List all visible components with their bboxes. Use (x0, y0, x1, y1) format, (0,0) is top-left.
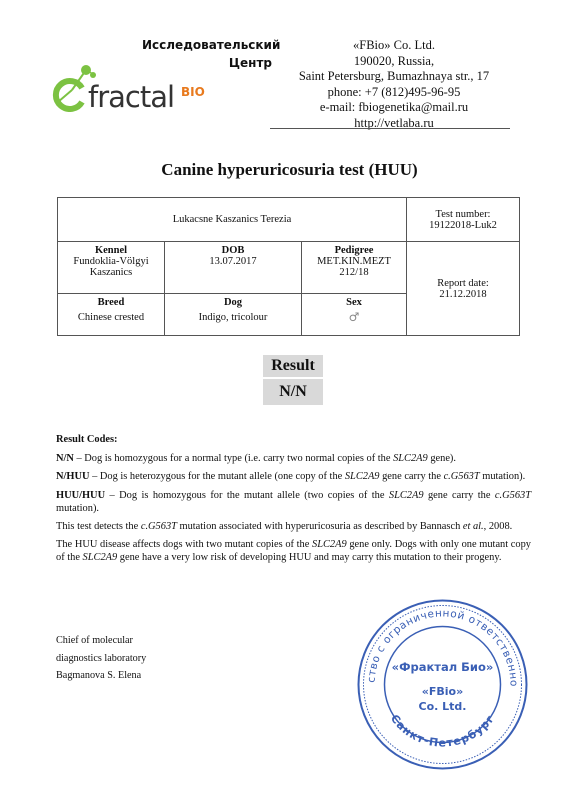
kennel-cell (58, 242, 165, 294)
report-date-label: Report date: (437, 277, 489, 289)
sex-cell (302, 294, 407, 336)
stamp-center-line1: «Фрактал Био» (391, 660, 494, 674)
signature-title-line1: Chief of molecular (56, 635, 133, 646)
result-box (263, 355, 323, 405)
address-line: «FBio» Co. Ltd. (353, 38, 435, 52)
org-name-ru-line1: Исследовательский (142, 38, 281, 52)
company-stamp (355, 597, 530, 777)
header-divider (270, 128, 510, 129)
test-number-cell (407, 198, 520, 242)
dob-label: DOB (221, 245, 245, 256)
stamp-city-text: Санкт-Петербург (387, 712, 498, 750)
result-label: Result (271, 357, 315, 374)
kennel-value-line1: Fundoklia-Völgyi (73, 256, 149, 267)
test-number-label: Test number: (435, 208, 491, 220)
test-number-value: 19122018-Luk2 (429, 219, 497, 231)
org-name-ru (142, 36, 281, 72)
male-icon: ♂ (348, 310, 360, 324)
address-line: 190020, Russia, (353, 53, 435, 68)
codes-heading: Result Codes: (56, 434, 118, 445)
code-huuhuu: HUU/HUU – Dog is homozygous for the mutant allele (two copies of the SLC2A9 gene carry the c.G563T mutation). (56, 489, 531, 514)
logo-suffix: BIO (181, 85, 205, 99)
dob-cell (165, 242, 302, 294)
breed-value: Chinese crested (77, 312, 145, 323)
stamp-center-line2: «FBio» (421, 685, 464, 698)
org-name-ru-line2: Центр (228, 56, 272, 70)
document-title: Canine hyperuricosuria test (HUU) (161, 160, 418, 179)
pedigree-label: Pedigree (334, 245, 374, 256)
dog-info-table (57, 197, 520, 336)
report-date-value: 21.12.2018 (439, 288, 487, 300)
breed-cell (58, 294, 165, 336)
pedigree-value-line1: MET.KIN.MEZT (317, 256, 391, 267)
dog-cell (165, 294, 302, 336)
test-description: This test detects the c.G563T mutation associated with hyperuricosuria as described by Bannasch et al., 2008. (56, 521, 513, 533)
address-line: phone: +7 (812)495-96-95 (327, 84, 461, 99)
address-line: e-mail: fbiogenetika@mail.ru (319, 100, 469, 115)
code-nhuu: N/HUU – Dog is heterozygous for the mutant allele (one copy of the SLC2A9 gene carry the c.G563T mutation). (56, 471, 526, 483)
address-line: Saint Petersburg, Bumazhnaya str., 17 (298, 69, 490, 84)
breed-label: Breed (97, 297, 125, 308)
stamp-ring-text: ство с ограниченной ответственно (365, 607, 520, 688)
company-address (270, 38, 518, 132)
kennel-value-line2: Kaszanics (89, 267, 133, 278)
stamp-center-line3: Co. Ltd. (418, 700, 467, 713)
owner-name: Lukacsne Kaszanics Terezia (172, 214, 292, 225)
disease-description: The HUU disease affects dogs with two mutant copies of the SLC2A9 gene only. Dogs with only one mutant copy of the SLC2A9 gene have a very low risk of developing HUU and may carry this mutation to their progeny. (56, 539, 532, 564)
pedigree-value-line2: 212/18 (339, 267, 369, 278)
signature-title-line2: diagnostics laboratory (56, 652, 147, 664)
dog-label: Dog (223, 297, 243, 308)
kennel-label: Kennel (94, 245, 128, 256)
signatory-name: Bagmanova S. Elena (56, 670, 142, 681)
svg-text:Санкт-Петербург (388, 712, 497, 749)
sex-label: Sex (346, 297, 362, 308)
signature-block (56, 632, 146, 685)
code-nn: N/N – Dog is homozygous for a normal type (i.e. carry two normal copies of the SLC2A9 gene). (56, 453, 456, 465)
address-line: http://vetlaba.ru (354, 115, 434, 130)
result-value: N/N (263, 377, 323, 405)
result-codes (56, 433, 531, 570)
pedigree-cell (302, 242, 407, 294)
dog-value: Indigo, tricolour (198, 312, 268, 323)
logo-wordmark: fractal (88, 80, 175, 114)
report-date-cell (407, 242, 520, 336)
dob-value: 13.07.2017 (209, 256, 257, 267)
owner-cell (58, 198, 407, 242)
